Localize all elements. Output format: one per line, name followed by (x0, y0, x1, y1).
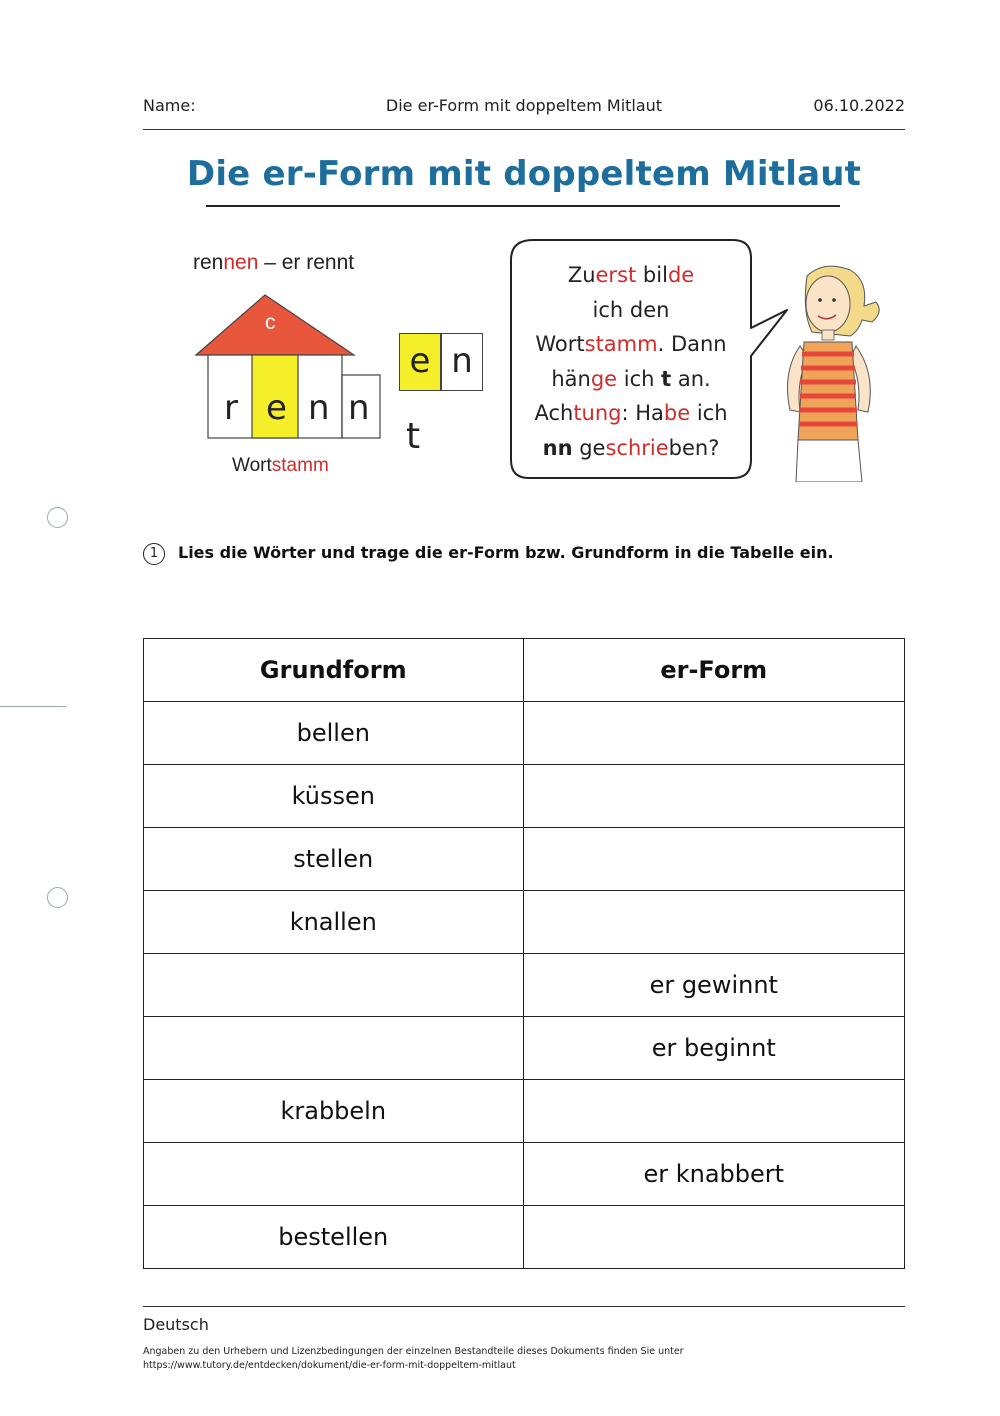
cell-er-form: er beginnt (523, 1017, 904, 1080)
header-date: 06.10.2022 (813, 96, 905, 115)
cell-er-form: er gewinnt (523, 954, 904, 1017)
header-divider (143, 129, 905, 130)
cell-grundform: stellen (144, 828, 524, 891)
house-letter: n (308, 388, 330, 428)
column-header-grundform: Grundform (144, 639, 524, 702)
footer-attribution: Angaben zu den Urhebern und Lizenzbedingungen der einzelnen Bestandteile dieses Dokuments finden Sie unter https://www.tutory.de/entdecken/dokument/die-er-form-mit-doppeltem-mitlaut (143, 1345, 843, 1373)
table-row (144, 954, 905, 1017)
cell-grundform: bestellen (144, 1206, 524, 1269)
house-letter: n (348, 388, 370, 428)
cell-grundform[interactable] (144, 954, 524, 1017)
fold-mark (0, 706, 66, 707)
table-row (144, 702, 905, 765)
cell-er-form: er knabbert (523, 1143, 904, 1206)
cell-grundform[interactable] (144, 1143, 524, 1206)
cell-grundform: küssen (144, 765, 524, 828)
house-letter: r (224, 388, 238, 428)
title-underline (206, 205, 840, 207)
roof-letter: c (265, 311, 276, 334)
table-row (144, 1143, 905, 1206)
ending-box-e: e (399, 333, 441, 391)
exercise-number: 1 (143, 543, 165, 565)
added-letter-t: t (406, 416, 421, 457)
word-table (143, 638, 905, 1269)
cell-grundform: krabbeln (144, 1080, 524, 1143)
speech-bubble-text: Zuerst bilde ich den Wortstamm. Dann hänge ich t an. Achtung: Habe ich nn geschrieben? (534, 263, 728, 460)
table-row (144, 1080, 905, 1143)
wortstamm-caption: Wortstamm (232, 455, 329, 476)
ending-box-n: n (441, 333, 483, 391)
cell-er-form[interactable] (523, 891, 904, 954)
table-row (144, 1017, 905, 1080)
cell-grundform[interactable] (144, 1017, 524, 1080)
table-header-row (144, 639, 905, 702)
attribution-link[interactable]: https://www.tutory.de/entdecken/dokument/die-er-form-mit-doppeltem-mitlaut (143, 1360, 516, 1371)
cell-er-form[interactable] (523, 765, 904, 828)
cell-er-form[interactable] (523, 702, 904, 765)
cell-er-form[interactable] (523, 1080, 904, 1143)
column-header-er-form: er-Form (523, 639, 904, 702)
name-label: Name: (143, 96, 196, 115)
table-row (144, 828, 905, 891)
cell-grundform: bellen (144, 702, 524, 765)
table-row (144, 765, 905, 828)
footer-subject: Deutsch (143, 1315, 209, 1334)
example-word: rennen – er rennt (193, 251, 355, 274)
header-title: Die er-Form mit doppeltem Mitlaut (385, 96, 663, 115)
cell-er-form[interactable] (523, 828, 904, 891)
house-letters (210, 390, 380, 435)
cell-er-form[interactable] (523, 1206, 904, 1269)
house-letter: e (266, 388, 287, 428)
cell-grundform: knallen (144, 891, 524, 954)
exercise-instruction: Lies die Wörter und trage die er-Form bzw. Grundform in die Tabelle ein. (178, 543, 834, 562)
footer-divider (143, 1306, 905, 1307)
punch-hole-bottom (47, 887, 68, 908)
girl-illustration (772, 262, 902, 482)
punch-hole-top (47, 507, 68, 528)
table-row (144, 891, 905, 954)
page-title: Die er-Form mit doppeltem Mitlaut (186, 154, 862, 194)
table-row (144, 1206, 905, 1269)
